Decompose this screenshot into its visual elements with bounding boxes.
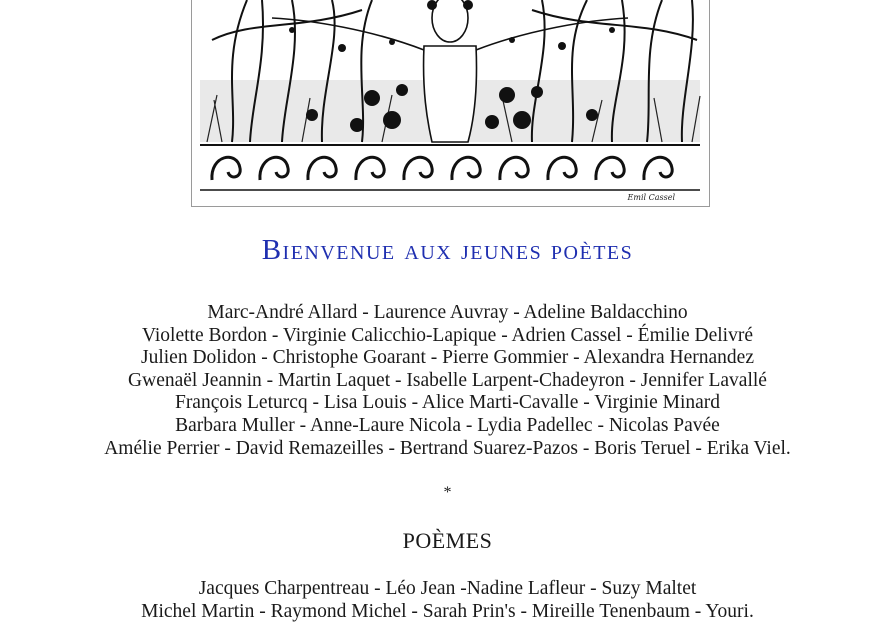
poems-line: Jacques Charpentreau - Léo Jean -Nadine Lafleur - Suzy Maltet [198,578,697,599]
art-nouveau-illustration [191,0,710,207]
poems-authors-list [60,577,835,623]
names-line: Amélie Perrier - David Remazeilles - Bertrand Suarez-Pazos - Boris Teruel - Erika Viel. [104,437,791,459]
names-line: Marc-André Allard - Laurence Auvray - Adeline Baldacchino [207,302,688,323]
names-line: Gwenaël Jeannin - Martin Laquet - Isabelle Larpent-Chadeyron - Jennifer Lavallé [128,369,767,391]
artist-signature: Emil Cassel [627,193,675,202]
welcome-names-list [40,302,855,460]
poems-line: Michel Martin - Raymond Michel - Sarah Prin's - Mireille Tenenbaum - Youri. [141,601,754,622]
names-line: François Leturcq - Lisa Louis - Alice Marti-Cavalle - Virginie Minard [174,392,721,414]
names-line: Violette Bordon - Virginie Calicchio-Lapique - Adrien Cassel - Émilie Delivré [141,324,754,346]
poems-title: POÈMES [402,528,493,553]
welcome-title: Bienvenue aux jeunes poètes [261,234,634,266]
section-separator: * [443,484,452,501]
illustration-artwork [192,0,709,207]
names-line: Barbara Muller - Anne-Laure Nicola - Lydia Padellec - Nicolas Pavée [175,414,720,436]
names-line: Julien Dolidon - Christophe Goarant - Pierre Gommier - Alexandra Hernandez [141,347,754,369]
